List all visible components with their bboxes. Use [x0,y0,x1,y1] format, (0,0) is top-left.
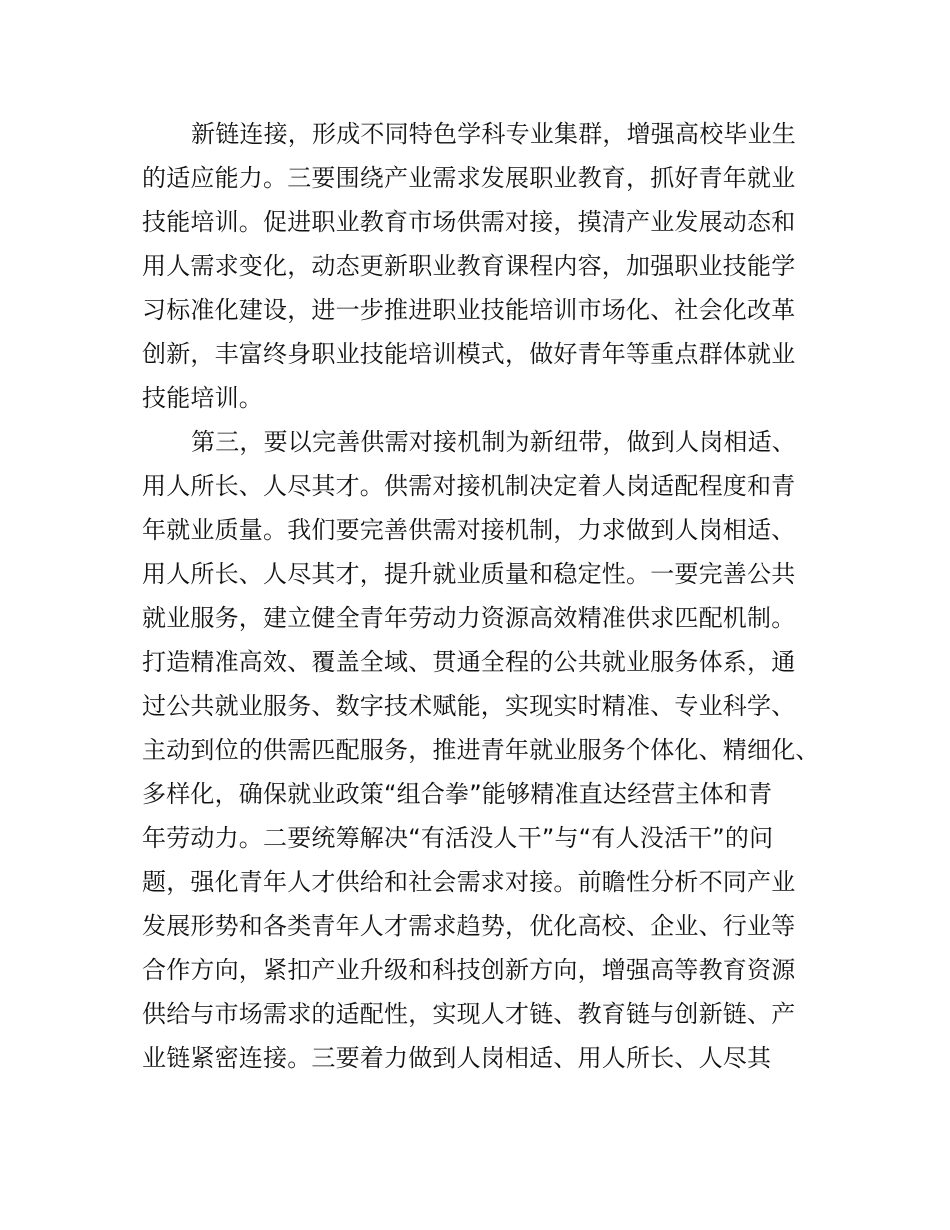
text-line: 过公共就业服务、数字技术赋能，实现实时精准、专业科学、 [142,692,796,720]
text-line: 发展形势和各类青年人才需求趋势，优化高校、企业、行业等 [142,912,796,940]
text-line: 用人所长、人尽其才。供需对接机制决定着人岗适配程度和青 [142,472,796,500]
text-line: 年劳动力。二要统筹解决“有活没人干”与“有人没活干”的问 [142,824,774,852]
text-line: 技能培训。促进职业教育市场供需对接，摸清产业发展动态和 [142,208,796,236]
text-line: 题，强化青年人才供给和社会需求对接。前瞻性分析不同产业 [142,868,796,896]
text-line: 习标准化建设，进一步推进职业技能培训市场化、社会化改革 [142,296,796,324]
text-line: 新链连接，形成不同特色学科专业集群，增强高校毕业生 [191,120,796,148]
text-line: 主动到位的供需匹配服务，推进青年就业服务个体化、精细化、 [142,736,820,764]
text-line: 供给与市场需求的适配性，实现人才链、教育链与创新链、产 [142,1000,796,1028]
text-line: 技能培训。 [142,384,263,412]
text-line: 第三，要以完善供需对接机制为新纽带，做到人岗相适、 [191,428,796,456]
text-line: 年就业质量。我们要完善供需对接机制，力求做到人岗相适、 [142,516,796,544]
text-line: 创新，丰富终身职业技能培训模式，做好青年等重点群体就业 [142,340,796,368]
text-line: 用人需求变化，动态更新职业教育课程内容，加强职业技能学 [142,252,796,280]
text-line: 就业服务，建立健全青年劳动力资源高效精准供求匹配机制。 [142,604,796,632]
text-line: 多样化，确保就业政策“组合拳”能够精准直达经营主体和青 [142,780,773,808]
body-text [142,112,832,1080]
text-line: 用人所长、人尽其才，提升就业质量和稳定性。一要完善公共 [142,560,796,588]
text-line: 的适应能力。三要围绕产业需求发展职业教育，抓好青年就业 [142,164,796,192]
text-line: 打造精准高效、覆盖全域、贯通全程的公共就业服务体系，通 [142,648,796,676]
text-line: 业链紧密连接。三要着力做到人岗相适、用人所长、人尽其 [142,1044,772,1072]
text-line: 合作方向，紧扣产业升级和科技创新方向，增强高等教育资源 [142,956,796,984]
